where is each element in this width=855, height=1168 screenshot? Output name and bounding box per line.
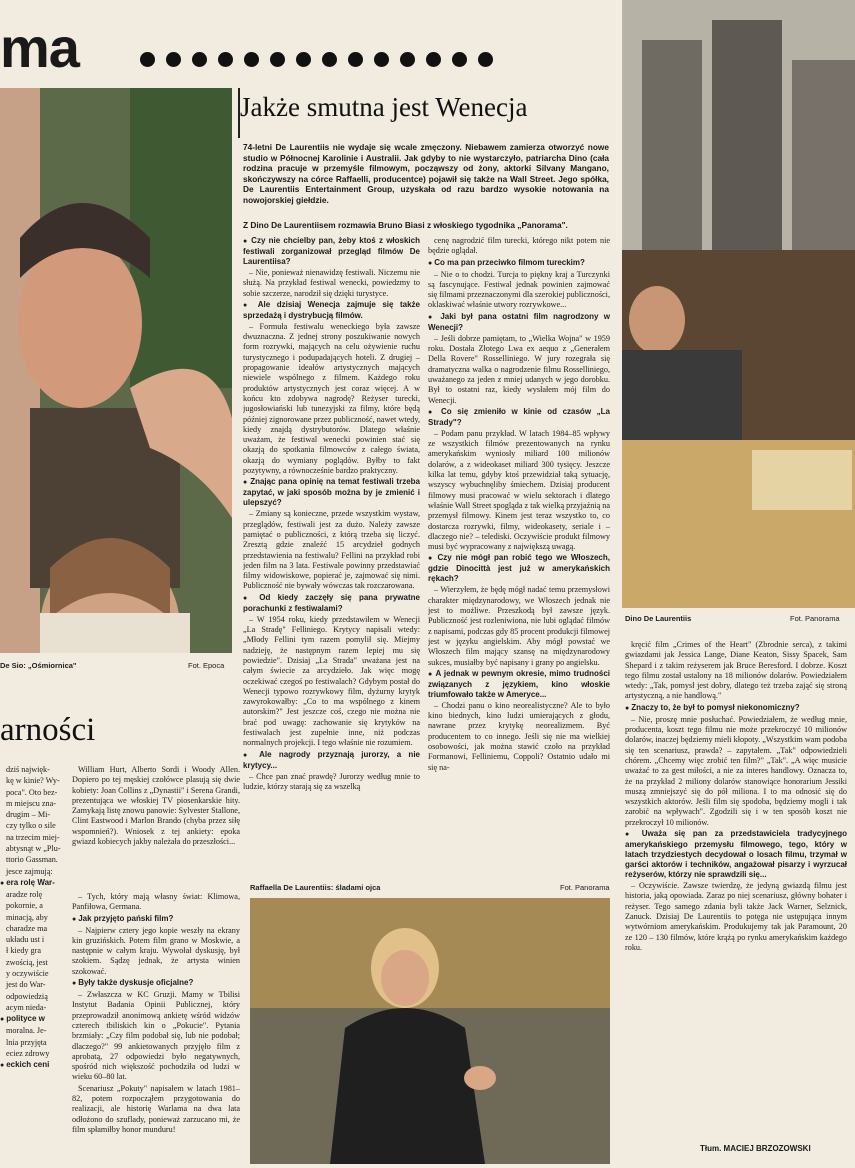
interview-question: ● polityce w	[0, 1014, 62, 1025]
photo-top-left-caption: De Sio: „Ośmiornica"	[0, 661, 77, 670]
paragraph: – Chce pan znać prawdę? Jurorzy według mnie to ludzie, którzy starają się za wszelką	[243, 771, 420, 791]
paragraph: – Chodzi panu o kino neorealistyczne? Ale to było kino biednych, kino ludzi umierających z głodu, nawrane przez krytykę neorealizmem. Być producentem to co innego. Jeśli się nie ma wielkiej osobowości, jak można stawić czoło na przykład Formanowi, Felliniemu, Coppoli? Ostatnio udało mi się na-	[428, 700, 610, 772]
paragraph: m miejscu zna-	[6, 798, 57, 808]
interview-question: ● Uważa się pan za przedstawiciela tradycyjnego amerykańskiego przemysłu filmowego, tego, który w latach trzydziestych decydował o losach filmu, trzymał w garści aktorów i techników, angażował pisarzy i wyrzucał reżyserów, którzy nie sprawdzili się...	[625, 829, 847, 880]
paragraph: – Jeśli dobrze pamiętam, to „Wielka Wojna" w 1959 roku. Dostała Złotego Lwa ex aequo z „Generałem Della Rovere" Rosselliniego. W jury rozegrała się dramatyczna walka o nagrodzenie filmu Rosselliniego, uważanego za jeden z mniej udanych w jego dorobku. Był to ostatni raz, kiedy wysłałem mój film do Wenecji.	[428, 333, 610, 405]
interview-question: ● Ale nagrody przyznają jurorzy, a nie krytycy...	[243, 750, 420, 771]
paragraph: – Formuła festiwalu weneckiego była zawsze dwuznaczna. Z jednej strony poszukiwanie nowych form rozrywki, mających na celu ożywienie ruchu turystycznego i podupadających hoteli. Z drugiej – propagowanie ideałów artystycznych mających niewiele wspólnego z filmem. Każdego roku produktów artystycznych jest coraz więcej. A w końcu kto zdobywa nagrodę? Reżyser turecki, jugosłowiański lub tunezyjski za filmy, które będą później zignorowane przez publiczność, nawet wtedy, kiedy znajdą dystrybutorów. Dlatego właśnie uważam, że festiwal wenecki powinien stać się okazją do spotkania filmowców z całego świata, okazją do wymiany poglądów. Byłby to fakt pozytywny, a równocześnie bardzo praktyczny.	[243, 321, 420, 476]
interview-question: ● Jak przyjęto pański film?	[72, 914, 240, 925]
paragraph: cenę nagrodzić film turecki, którego nikt potem nie będzie oglądał.	[428, 236, 610, 256]
article-title: Jakże smutna jest Wenecja	[240, 92, 528, 122]
paragraph: charadze ma	[6, 923, 48, 933]
paragraph: – Tych, który mają własny świat: Klimowa, Panfiłowa, Germana.	[72, 892, 240, 912]
interview-question: ● A jednak w pewnym okresie, mimo trudności związanych z językiem, kino włoskie triumfowało także w Ameryce...	[428, 669, 610, 700]
header-dot	[140, 52, 155, 67]
paragraph: acym nieda-	[6, 1002, 47, 1012]
header-dot	[270, 52, 285, 67]
article-byline: Z Dino De Laurentiisem rozmawia Bruno Biasi z włoskiego tygodnika „Panorama".	[243, 220, 568, 230]
interview-question: ● Co ma pan przeciwko filmom tureckim?	[428, 258, 610, 269]
header-dot	[322, 52, 337, 67]
paragraph: jest do War-	[6, 980, 46, 990]
paragraph: kę w kinie? Wy-	[6, 776, 60, 786]
translator-credit: Tłum. MACIEJ BRZOZOWSKI	[700, 1144, 811, 1153]
paragraph: – Nie, proszę mnie posłuchać. Powiedziałem, że według mnie, producenta, koszt tego filmu nie może przekroczyć 10 milionów dolarów, inaczej będziemy mieli kłopoty. „Wszystkim wam podoba się ten scenariusz, prawda? – zapytałem. „Tak" odpowiedzieli chórem. „Chcemy więc zrobić ten film?" „Tak". „A więc musicie uważać to za gest miłości, a nie za interes handlowy. Oznacza to, że na przykład 2 miliony dolarów stanowiące honorarium Jessiki muszą zmniejszyć się do pół miliona. I to ma odnosić się do wszystkich aktorów. Jeśli film się spodoba, będziemy mogli i tak zarobić na wpływach". Zgodzili się i w ten sposób koszt nie przekroczył 10 milionów.	[625, 714, 847, 827]
paragraph: William Hurt, Alberto Sordi i Woody Allen. Dopiero po tej męskiej czołówce plasują się dwie kobiety: Joan Collins z „Dynastii" i Serena Grandi, prezentująca we włoskiej TV piosenkarskie hity. Zamykają listę znowu panowie: Sylvester Stallone, Clint Eastwood i Marlon Brando (chyba przez siłę wspomnień?). Wniosek z tej ankiety: epoka gwiazd kobiecych jakby należała do przeszłości...	[72, 765, 240, 847]
paragraph: – Nie, ponieważ nienawidzę festiwali. Niczemu nie służą. Na przykład festiwal wenecki, powiedzmy to sobie szczerze, narodził się dzięki turystyce.	[243, 268, 420, 298]
header-dot	[218, 52, 233, 67]
interview-question: ● Ale dzisiaj Wenecja zajmuje się także sprzedażą i dystrybucją filmów.	[243, 300, 420, 321]
interview-question: ● Jaki był pana ostatni film nagrodzony w Wenecji?	[428, 312, 610, 333]
paragraph: ł kiedy gra	[6, 946, 42, 956]
paragraph: dziś najwięk-	[6, 765, 50, 774]
paragraph: minacją, aby	[6, 912, 48, 922]
photo-man-and-girl	[0, 88, 232, 653]
header-dot	[478, 52, 493, 67]
photo-dino-caption: Dino De Laurentiis	[625, 614, 692, 623]
paragraph: – Najpierw cztery jego kopie weszły na ekrany kin gruzińskich. Potem film grano w Moskwie, a następnie w całym kraju. Wywołał dyskusję, był szokiem. Sądzę jednak, że artysta winien szokować.	[72, 925, 240, 976]
paragraph: drugim – Mi-	[6, 810, 51, 820]
interview-question: ● eckich ceni	[0, 1060, 62, 1071]
photo-dino-credit: Fot. Panorama	[790, 614, 840, 623]
header-dot	[166, 52, 181, 67]
header-dot	[374, 52, 389, 67]
paragraph: poca". Oto bez-	[6, 787, 58, 797]
left-article-column-b-top	[72, 765, 240, 865]
photo-bottom-credit: Fot. Panorama	[560, 883, 610, 892]
photo-dino-de-laurentiis	[622, 0, 855, 608]
paragraph: na trzecim miej-	[6, 832, 60, 842]
paragraph: – Oczywiście. Zawsze twierdzę, że jedyną gwiazdą filmu jest historia, jaką opowiada. Zaraz po niej scenariusz, główny bohater i reżyser. Tego samego zdania byli także Jack Warner, Selznick, Zanuck. Dzisiaj De Laurentiis to potęga nie ustępująca innym wytwórniom amerykańskim. Produkujemy tak jak Paramount, 20 ze 120 – 130 filmów, które krążą po rynku amerykańskim każdego roku.	[625, 881, 847, 952]
interview-question: ● Czy nie mógł pan robić tego we Włoszech, gdzie Dinocittà jest już w amerykańskich rękach?	[428, 553, 610, 584]
paragraph: lnia przyjęta	[6, 1037, 47, 1047]
paragraph: – Zmiany są konieczne, przede wszystkim wystaw, przeglądów, festiwali jest za dużo. Należy zawsze pamiętać o publiczności, z którą trzeba się liczyć. Zresztą gdzie znaleźć 15 arcydzieł godnych przedstawienia na festiwalu? Fellini na przykład robi jeden film na 3 lata. Festiwale powinny przedstawiać filmy widowiskowe, popierać je, zajmować się nimi. Publiczność nie bywały wówczas tak rozczarowana.	[243, 509, 420, 591]
paragraph: moralna. Je-	[6, 1026, 47, 1036]
paragraph: – Nie o to chodzi. Turcja to piękny kraj a Turczynki są fascynujące. Festiwal jednak powinien zajmować się filmami przeznaczonymi dla szerokiej publiczności, oklaskiwać właśnie utwory rozrywkowe...	[428, 269, 610, 310]
photo-raffaella-de-laurentiis	[250, 898, 610, 1164]
paragraph: eciez zdrowy	[6, 1048, 50, 1058]
interview-question: ● Były także dyskusje oficjalne?	[72, 978, 240, 989]
interview-question: ● Znaczy to, że był to pomysł niekonomiczny?	[625, 703, 847, 714]
header-dot	[452, 52, 467, 67]
paragraph: – W 1954 roku, kiedy przedstawiłem w Wenecji „La Stradę" Felliniego. Krytycy napisali wtedy: „Młody Fellini tym razem pomylił się. Miejmy nadzieję, że następnym razem lepiej mu się powiedzie". Dzisiaj „La Strada" uważana jest na całym świecie za arcydzieło. Jak więc mogę oczekiwać czegoś po festiwalach? Gdybym postał do Wenecji typowo rozrywkowy film, dyżurny krytyk zawyrokowałby: „Co to ma wspólnego z kinem autorskim?" Jest jeszcze coś, czego nie można nie brać pod uwagę: zachowanie się krytyków na festiwalach jest zupełnie inne, niż podczas normalnych projekcji. I tego właśnie nie rozumiem.	[243, 614, 420, 748]
article-column-2	[428, 236, 610, 860]
paragraph: układu ust i	[6, 935, 45, 945]
paragraph: – Wierzyłem, że będę mógł nadać temu przemysłowi charakter międzynarodowy, we Włoszech jednak nie jest to możliwe. Przeszkodą był zawsze język. Publiczność jest rozleniwiona, nie lubi oglądać filmów z napisami, podczas gdy 85 procent produkcji filmowej jest w języku angielskim. Aby mógł powstać we Włoszech film mający szansę na międzynarodowy sukces, musiałby być napisany i grany po angielsku.	[428, 585, 610, 667]
header-dot-row	[140, 52, 493, 67]
interview-question: ● Od kiedy zaczęły się pana prywatne porachunki z festiwalami?	[243, 593, 420, 614]
paragraph: y oczywiście	[6, 969, 49, 979]
paragraph: – Zwłaszcza w KC Gruzji. Mamy w Tbilisi Instytut Badania Opinii Publicznej, który przeprowadził anonimową ankietę wśród widzów czterech tbiliskich kin o „Pokucie". Pytania brzmiały: „Czy film podobał się, lub nie podobał; dlaczego?" 99 ankietowanych przyjęło film z aprobatą, 27 odpowiedzi było negatywnych, spośród nich większość pochodziła od ludzi w wieku 60–80 lat.	[72, 990, 240, 1082]
left-article-column-b-bottom	[72, 892, 240, 1157]
paragraph: zwością, jest	[6, 957, 48, 967]
interview-question: ● Czy nie chcielby pan, żeby ktoś z włoskich festiwali zorganizował przegląd filmów De Laurentiisa?	[243, 236, 420, 267]
photo-raffaella-image	[250, 898, 610, 1164]
header-dot	[348, 52, 363, 67]
photo-man-and-girl-image	[0, 88, 232, 653]
article-column-1	[243, 236, 420, 860]
left-article-headline: arności	[0, 712, 96, 748]
article-column-3	[625, 640, 847, 1145]
header-dot	[296, 52, 311, 67]
header-dot	[192, 52, 207, 67]
paragraph: czy tylko o sile	[6, 821, 56, 831]
paragraph: kręcić film „Crimes of the Heart" (Zbrodnie serca), z takimi gwiazdami jak Jessica Lange, Diane Keaton, Sissy Spacek, Sam Shepard i z takim reżyserem jak Bruce Beresford. I dobrze. Koszt tego filmu został ustalony na 18 milionów dolarów. Powiedziałem wtedy: „Tak, pomysł jest dobry, dlatego też trzeba zająć się stroną artystyczną, a nie handlową."	[625, 640, 847, 701]
paragraph: – Podam panu przykład. W latach 1984–85 wpływy ze wszystkich filmów prezentowanych na rynku amerykańskim wyniosły miliard 100 milionów dolarów, a z wideokaset miliard 300 tysięcy. Jeszcze kilka lat temu, gdyby ktoś przewidział taką sytuację, wszyscy wybuchnęliby śmiechem. Dzisiaj producent filmowy musi pracować w wielu sektorach i dlatego właśnie Wall Street spogląda z tak wielką przyjaźnią na przemysł filmowy. Kinem jest teraz wszystko to, co dostarcza rozrywki, filmy, wideokasety, seriale i – dlaczego nie? – telediski. Oczywiście produkt filmowy musi być wypracowany z największą uwagą.	[428, 428, 610, 552]
title-rule	[238, 88, 240, 138]
photo-top-left-credit: Fot. Epoca	[188, 661, 225, 670]
paragraph: odpowiedzią	[6, 991, 48, 1001]
paragraph: abtysnąt w „Plu-	[6, 844, 61, 854]
photo-bottom-caption: Raffaella De Laurentiis: śladami ojca	[250, 883, 381, 892]
section-header-fragment: ma	[0, 16, 79, 79]
header-dot	[426, 52, 441, 67]
paragraph: Scenariusz „Pokuty" napisałem w latach 1981–82, potem rozpocząłem przygotowania do realizacji, ale historię Warlama na dwa lata odłożono do szuflady, ponieważ zarzucano mi, że film spłamiłby honor munduru!	[72, 1083, 240, 1134]
paragraph: aradze rolę	[6, 889, 43, 899]
paragraph: ttorio Gassman.	[6, 855, 58, 865]
header-dot	[400, 52, 415, 67]
left-article-column-a	[0, 765, 62, 1160]
interview-question: ● Znając pana opinię na temat festiwali trzeba zapytać, w jaki sposób można by je zmienić i ulepszyć?	[243, 477, 420, 508]
article-lead: 74-letni De Laurentiis nie wydaje się wcale zmęczony. Niebawem zamierza otworzyć nowe studio w Północnej Karolinie i Australii. Jak gdyby to nie wystarczyło, patriarcha Dino (cała rodzina pracuje w przemyśle filmowym, począwszy od żony, aktorki Silvany Mangano, skończywszy na córce Raffaelli, producentce) pojawił się także na Wall Street. Jego spółka, De Laurentiis Entertainment Group, uzyskała od razu bardzo wysokie notowania na nowojorskiej giełdzie.	[243, 142, 609, 205]
header-dot	[244, 52, 259, 67]
photo-dino-image	[622, 0, 855, 608]
interview-question: ● era rolę War-	[0, 878, 62, 889]
interview-question: ● Co się zmieniło w kinie od czasów „La Strady"?	[428, 407, 610, 428]
paragraph: jesce zajmują:	[6, 866, 53, 876]
paragraph: pokornie, a	[6, 901, 43, 911]
